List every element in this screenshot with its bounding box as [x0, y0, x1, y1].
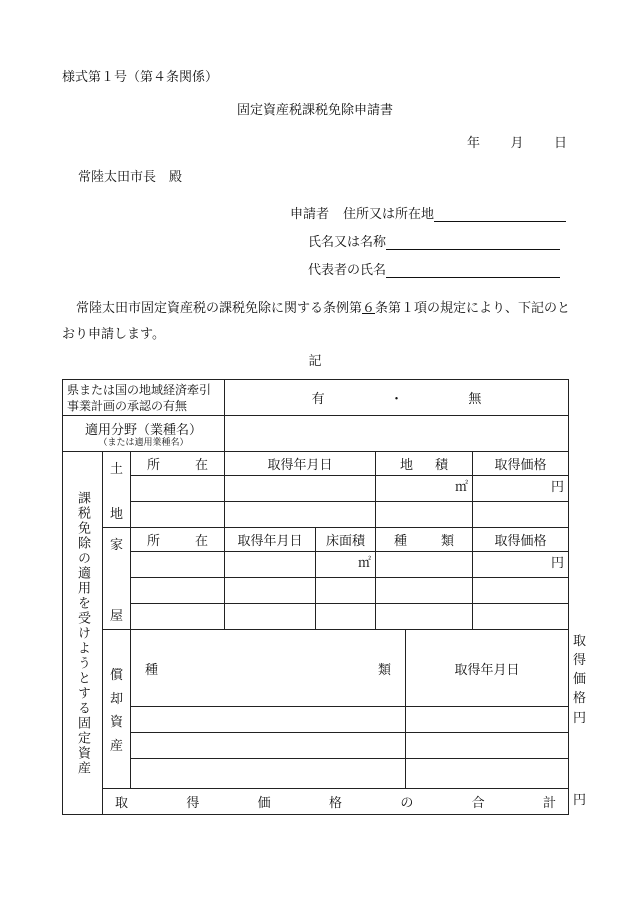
address-label: 住所又は所在地 — [343, 207, 435, 222]
field-label-cell: 適用分野（業種名） （または適用業種名） — [63, 416, 225, 452]
house-floor-input[interactable]: ㎡ — [316, 552, 376, 578]
yes-option[interactable]: 有 — [311, 392, 325, 407]
land-price-header: 取得価格 — [473, 452, 569, 476]
dep-date-header: 取得年月日 — [406, 630, 569, 707]
land-area-header: 地 積 — [376, 452, 473, 476]
land-date-header: 取得年月日 — [225, 452, 376, 476]
asset-table: 県または国の地域経済牽引事業計画の承認の有無 有 ・ 無 適用分野（業種名） （または適用業種名） 課税免除の適用を受けようとする固定資産 土 地 所 在 取得年月日 地 積 取得価格 ㎡ 円 家 屋 所 在 取得年月日 床面積 種 類 取得価格 ㎡ 円 償 却 資 産 種 類 取得年月日 取得価格 円 取 得 価 格 の 合 計 円 — [62, 379, 569, 815]
dep-type-header: 種 類 — [131, 630, 406, 707]
house-price-header: 取得価格 — [473, 528, 569, 552]
applicant-label: 申請者 — [290, 207, 330, 222]
address-field[interactable] — [434, 207, 566, 222]
date-month: 月 — [510, 136, 524, 151]
house-floor-header: 床面積 — [316, 528, 376, 552]
name-label: 氏名又は名称 — [308, 235, 387, 250]
total-label: 取 得 価 格 の 合 計 — [103, 789, 569, 815]
house-date-header: 取得年月日 — [225, 528, 316, 552]
representative-label: 代表者の氏名 — [308, 263, 387, 278]
land-date-input[interactable] — [225, 476, 376, 502]
body-text: 常陸太田市固定資産税の課税免除に関する条例第６条第１項の規定により、下記のとおり申請します。 — [62, 301, 571, 342]
article-number: ６ — [362, 301, 376, 316]
representative-field[interactable] — [386, 263, 560, 278]
side-label: 課税免除の適用を受けようとする固定資産 — [63, 452, 103, 815]
field-input[interactable] — [225, 416, 569, 452]
approval-label: 県または国の地域経済牽引事業計画の承認の有無 — [63, 380, 225, 416]
date-day: 日 — [553, 136, 567, 151]
no-option[interactable]: 無 — [468, 392, 482, 407]
page-title: 固定資産税課税免除申請書 — [236, 103, 393, 118]
land-price-input[interactable]: 円 — [473, 476, 569, 502]
form-number: 様式第１号（第４条関係） — [62, 70, 219, 85]
house-type-header: 種 類 — [376, 528, 473, 552]
house-price-input[interactable]: 円 — [473, 552, 569, 578]
land-location-input[interactable] — [131, 476, 225, 502]
ki-heading: 記 — [308, 354, 322, 369]
depreciable-label: 償 却 資 産 — [103, 630, 131, 789]
addressee: 常陸太田市長 殿 — [78, 170, 183, 185]
approval-choice[interactable]: 有 ・ 無 — [225, 380, 569, 416]
land-label: 土 地 — [103, 452, 131, 528]
name-field[interactable] — [386, 235, 560, 250]
date-line — [467, 132, 567, 151]
date-year: 年 — [467, 136, 481, 151]
land-area-input[interactable]: ㎡ — [376, 476, 473, 502]
house-label: 家 屋 — [103, 528, 131, 630]
